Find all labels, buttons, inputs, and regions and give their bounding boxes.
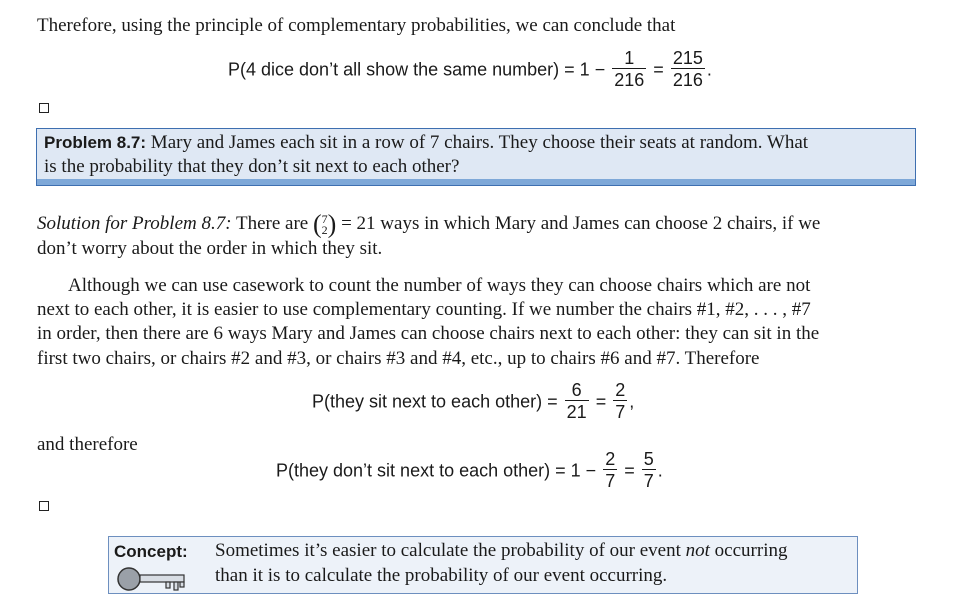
paragraph-line-1: Although we can use casework to count the number of ways they can choose chairs which are not xyxy=(68,275,811,296)
equals-sign: = xyxy=(624,460,635,481)
fraction-denominator: 216 xyxy=(672,70,703,90)
fraction-numerator: 215 xyxy=(672,48,703,68)
concept-line-1 xyxy=(215,539,787,563)
binomial-open-paren: ( xyxy=(313,209,322,239)
solution-text-a: There are xyxy=(236,213,309,234)
binomial-top: 7 xyxy=(321,211,328,226)
fraction-2-7 xyxy=(603,449,617,492)
equation-sit-next xyxy=(312,380,634,423)
qed-box-icon xyxy=(39,501,49,511)
solution-label: Solution for Problem 8.7: xyxy=(37,213,232,234)
solution-line-2: don’t worry about the order in which they sit. xyxy=(37,238,383,259)
equation-dice xyxy=(228,48,712,91)
concept-text-a: Sometimes it’s easier to calculate the probability of our event xyxy=(215,540,681,561)
paragraph-line-2: next to each other, it is easier to use complementary counting. If we number the chairs #1, #2, . . . , #7 xyxy=(37,299,811,320)
problem-text-1: Mary and James each sit in a row of 7 chairs. They choose their seats at random. What xyxy=(150,132,809,153)
equation-dont-sit-next-lhs: P(they don’t sit next to each other) = 1 − xyxy=(276,460,597,481)
fraction-2-7 xyxy=(613,380,627,423)
equals-sign: = xyxy=(595,391,607,412)
fraction-numerator: 5 xyxy=(643,449,654,469)
fraction-numerator: 1 xyxy=(624,48,635,68)
binomial-bottom: 2 xyxy=(321,222,328,237)
concept-emphasis: not xyxy=(685,540,710,561)
intro-text: Therefore, using the principle of complementary probabilities, we can conclude that xyxy=(37,15,676,36)
fraction-denominator: 7 xyxy=(615,402,626,422)
solution-line-1 xyxy=(37,209,821,239)
fraction-6-21 xyxy=(565,380,589,423)
fraction-numerator: 6 xyxy=(571,380,582,400)
equation-sit-next-lhs: P(they sit next to each other) = xyxy=(312,391,558,412)
key-icon xyxy=(116,566,188,592)
fraction-denominator: 21 xyxy=(566,402,587,422)
paragraph-line-4: first two chairs, or chairs #2 and #3, or chairs #3 and #4, etc., up to chairs #6 and #7. Therefore xyxy=(37,348,760,369)
paragraph-line-3: in order, then there are 6 ways Mary and James can choose chairs next to each other: they can sit in the xyxy=(37,323,820,344)
problem-box-strip xyxy=(37,179,915,185)
fraction-denominator: 7 xyxy=(605,471,616,491)
concept-label: Concept: xyxy=(114,542,188,561)
fraction-denominator: 7 xyxy=(643,471,654,491)
fraction-5-7 xyxy=(642,449,656,492)
equation-dont-sit-next xyxy=(276,449,663,492)
fraction-1-216 xyxy=(612,48,646,91)
fraction-denominator: 216 xyxy=(614,70,645,90)
concept-text-b: occurring xyxy=(714,540,788,561)
qed-box-icon xyxy=(39,103,49,113)
solution-text-b: = 21 ways in which Mary and James can choose 2 chairs, if we xyxy=(341,213,821,234)
equals-sign: = xyxy=(653,59,664,80)
problem-line-2: is the probability that they don’t sit next to each other? xyxy=(44,156,460,177)
problem-label: Problem 8.7: xyxy=(44,133,147,152)
and-therefore-text: and therefore xyxy=(37,434,138,455)
problem-line-1 xyxy=(44,131,808,155)
fraction-numerator: 2 xyxy=(615,380,626,400)
fraction-215-216 xyxy=(671,48,705,91)
fraction-numerator: 2 xyxy=(605,449,616,469)
equation-dice-lhs: P(4 dice don’t all show the same number) = 1 − xyxy=(228,59,606,80)
comma: , xyxy=(629,391,635,412)
binomial-close-paren: ) xyxy=(327,209,337,239)
period: . xyxy=(657,460,663,481)
concept-line-2: than it is to calculate the probability of our event occurring. xyxy=(215,565,668,586)
period: . xyxy=(706,59,712,80)
